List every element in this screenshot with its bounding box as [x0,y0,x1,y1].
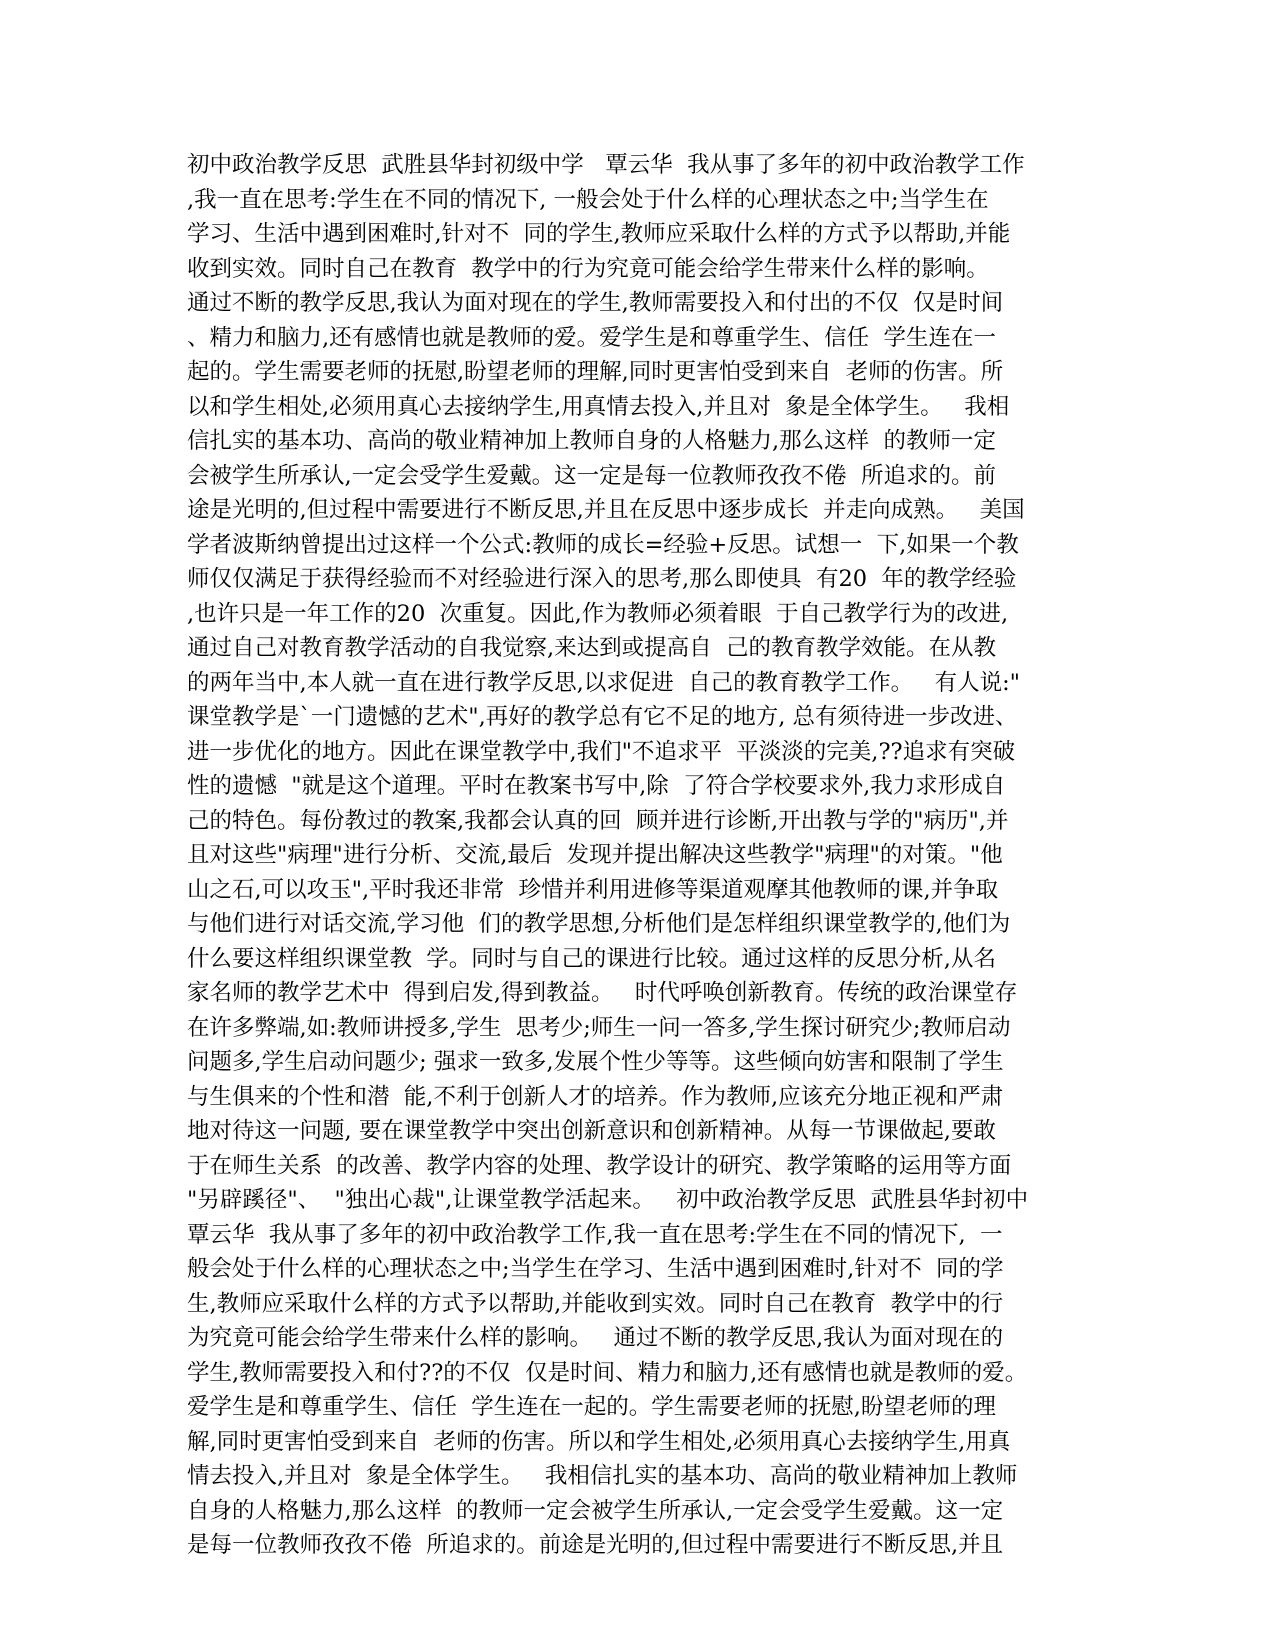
text-line: 覃云华 我从事了多年的初中政治教学工作,我一直在思考:学生在不同的情况下, 一 [187,1221,1003,1248]
text-line: 课堂教学是`一门遗憾的艺术",再好的教学总有它不足的地方, 总有须待进一步改进、 [187,704,1018,730]
text-line: 自身的人格魅力,那么这样 的教师一定会被学生所承认,一定会受学生爱戴。这一定 [187,1497,1004,1524]
text-line: 初中政治教学反思 武胜县华封初级中学 覃云华 我从事了多年的初中政治教学工作 [187,152,1025,178]
text-line: 己的特色。每份教过的教案,我都会认真的回 顾并进行诊断,开出教与学的"病历",并 [187,807,1009,834]
text-line: 生,教师应采取什么样的方式予以帮助,并能收到实效。同时自己在教育 教学中的行 [187,1290,1004,1317]
text-line: ,也许只是一年工作的20 次重复。因此,作为教师必须着眼 于自己教学行为的改进, [187,600,1009,627]
text-line: 什么要这样组织课堂教 学。同时与自己的课进行比较。通过这样的反思分析,从名 [187,945,996,972]
text-line: 会被学生所承认,一定会受学生爱戴。这一定是每一位教师孜孜不倦 所追求的。前 [187,462,996,489]
text-line: 收到实效。同时自己在教育 教学中的行为究竟可能会给学生带来什么样的影响。 [187,255,989,282]
text-line: ,我一直在思考:学生在不同的情况下, 一般会处于什么样的心理状态之中;当学生在 [187,186,989,213]
text-line: 途是光明的,但过程中需要进行不断反思,并且在反思中逐步成长 并走向成熟。 美国 [187,497,1025,523]
text-line: 进一步优化的地方。因此在课堂教学中,我们"不追求平 平淡淡的完美,??追求有突破 [187,738,1016,765]
text-line: 通过自己对教育教学活动的自我觉察,来达到或提高自 己的教育教学效能。在从教 [187,635,996,661]
text-line: 与生俱来的个性和潜 能,不利于创新人才的培养。作为教师,应该充分地正视和严肃 [187,1083,1004,1110]
text-line: 与他们进行对话交流,学习他 们的教学思想,分析他们是怎样组织课堂教学的,他们为 [187,911,1011,937]
text-line: 通过不断的教学反思,我认为面对现在的学生,教师需要投入和付出的不仅 仅是时间 [187,290,1004,316]
text-line: 山之石,可以攻玉",平时我还非常 珍惜并利用进修等渠道观摩其他教师的课,并争取 [187,876,999,903]
text-line: 是每一位教师孜孜不倦 所追求的。前途是光明的,但过程中需要进行不断反思,并且 [187,1532,1004,1558]
text-line: 且对这些"病理"进行分析、交流,最后 发现并提出解决这些教学"病理"的对策。"他 [187,842,1003,868]
text-line: 的两年当中,本人就一直在进行教学反思,以求促进 自己的教育教学工作。 有人说:" [187,669,1020,696]
text-line: 般会处于什么样的心理状态之中;当学生在学习、生活中遇到困难时,针对不 同的学 [187,1256,1004,1282]
body-text [187,148,1067,1563]
text-line: 地对待这一问题, 要在课堂教学中突出创新意识和创新精神。从每一节课做起,要敢 [187,1118,996,1144]
text-line: 为究竟可能会给学生带来什么样的影响。 通过不断的教学反思,我认为面对现在的 [187,1325,1004,1351]
text-line: 学习、生活中遇到困难时,针对不 同的学生,教师应采取什么样的方式予以帮助,并能 [187,221,1011,247]
text-line: 家名师的教学艺术中 得到启发,得到教益。 时代呼唤创新教育。传统的政治课堂存 [187,980,1018,1006]
text-line: 解,同时更害怕受到来自 老师的伤害。所以和学生相处,必须用真心去接纳学生,用真 [187,1428,1011,1455]
text-line: 于在师生关系 的改善、教学内容的处理、教学设计的研究、教学策略的运用等方面 [187,1152,1012,1179]
text-line: 性的遗憾 "就是这个道理。平时在教案书写中,除 了符合学校要求外,我力求形成自 [187,773,1006,799]
text-line: 爱学生是和尊重学生、信任 学生连在一起的。学生需要老师的抚慰,盼望老师的理 [187,1394,996,1420]
text-line: "另辟蹊径"、 "独出心裁",让课堂教学活起来。 初中政治教学反思 武胜县华封初中 [187,1187,1029,1213]
text-line: 问题多,学生启动问题少; 强求一致多,发展个性少等等。这些倾向妨害和限制了学生 [187,1049,1004,1075]
text-line: 学者波斯纳曾提出过这样一个公式:教师的成长=经验+反思。试想一 下,如果一个教 [187,531,1019,558]
text-line: 在许多弊端,如:教师讲授多,学生 思考少;师生一问一答多,学生探讨研究少;教师启动 [187,1014,1011,1041]
text-line: 学生,教师需要投入和付??的不仅 仅是时间、精力和脑力,还有感情也就是教师的爱。 [187,1359,1028,1386]
text-line: 、精力和脑力,还有感情也就是教师的爱。爱学生是和尊重学生、信任 学生连在一 [187,324,996,351]
text-line: 情去投入,并且对 象是全体学生。 我相信扎实的基本功、高尚的敬业精神加上教师 [187,1463,1018,1489]
text-line: 信扎实的基本功、高尚的敬业精神加上教师自身的人格魅力,那么这样 的教师一定 [187,428,996,454]
text-line: 起的。学生需要老师的抚慰,盼望老师的理解,同时更害怕受到来自 老师的伤害。所 [187,359,1004,385]
text-line: 师仅仅满足于获得经验而不对经验进行深入的思考,那么即使具 有20 年的教学经验 [187,566,1017,592]
text-line: 以和学生相处,必须用真心去接纳学生,用真情去投入,并且对 象是全体学生。 我相 [187,393,1010,420]
